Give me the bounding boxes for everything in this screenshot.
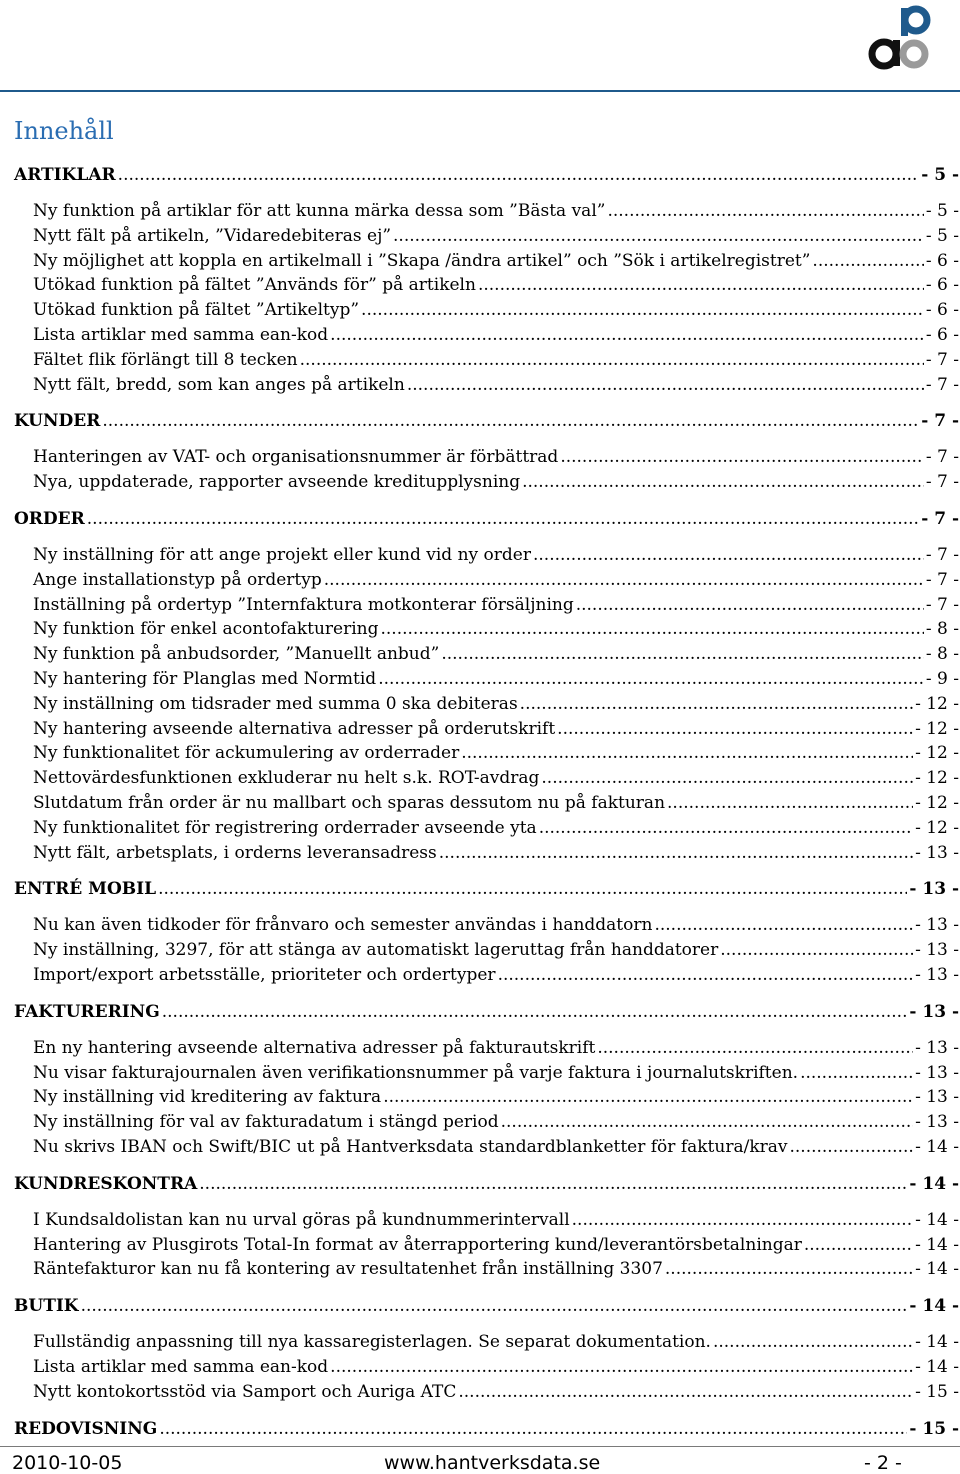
toc-page-number: - 7 -: [925, 569, 959, 590]
toc-section-title: ARTIKLAR: [14, 165, 116, 185]
toc-section-kundreskontra[interactable]: [14, 1173, 959, 1195]
toc-page-number: - 13 -: [915, 1037, 959, 1058]
toc-leader-dots: [533, 544, 924, 566]
toc-leader-dots: [102, 410, 919, 432]
toc-page-number: - 13 -: [915, 1112, 959, 1133]
toc-leader-dots: [330, 1356, 913, 1378]
toc-page-number: - 5 -: [921, 165, 959, 185]
toc-page-number: - 7 -: [921, 411, 959, 432]
toc-section-artiklar[interactable]: [14, 164, 959, 186]
toc-section-order[interactable]: [14, 508, 959, 530]
toc-page-number: - 15 -: [909, 1418, 959, 1439]
toc-section-butik[interactable]: [14, 1295, 959, 1317]
toc-leader-dots: [87, 508, 919, 530]
toc-entry[interactable]: [33, 544, 959, 566]
toc-entry[interactable]: [33, 225, 959, 247]
toc-entry[interactable]: [33, 767, 959, 789]
toc-entry[interactable]: [33, 250, 959, 272]
toc-entry[interactable]: [33, 200, 959, 222]
toc-leader-dots: [576, 594, 924, 616]
toc-leader-dots: [162, 1001, 908, 1023]
toc-section-kunder[interactable]: [14, 410, 959, 432]
toc-entry-title: En ny hantering avseende alternativa adresser på fakturautskrift: [33, 1037, 596, 1058]
toc-page-number: - 7 -: [925, 472, 959, 493]
toc-leader-dots: [158, 878, 907, 900]
toc-page-number: - 13 -: [915, 1062, 959, 1083]
toc-entry[interactable]: [33, 471, 959, 493]
toc-page-number: - 13 -: [915, 915, 959, 936]
toc-entry-title: Ny funktionalitet för ackumulering av orderrader: [33, 743, 460, 764]
toc-leader-dots: [383, 1086, 913, 1108]
toc-leader-dots: [361, 299, 924, 321]
toc-section-fakturering[interactable]: [14, 1001, 959, 1023]
toc-leader-dots: [393, 225, 924, 247]
toc-entry[interactable]: [33, 1356, 959, 1378]
toc-entry[interactable]: [33, 1234, 959, 1256]
toc-leader-dots: [789, 1136, 913, 1158]
toc-page-number: - 14 -: [909, 1173, 959, 1194]
toc-entry[interactable]: [33, 374, 959, 396]
toc-leader-dots: [597, 1037, 913, 1059]
toc-page-number: - 13 -: [909, 879, 959, 900]
toc-page-number: - 13 -: [915, 940, 959, 961]
toc-entry[interactable]: [33, 792, 959, 814]
toc-page-number: - 12 -: [915, 793, 959, 813]
toc-entry[interactable]: [33, 1136, 959, 1158]
toc-entry-title: Utökad funktion på fältet ”Används för” på artikeln: [33, 275, 476, 296]
toc-entry[interactable]: [33, 1037, 959, 1059]
toc-entry-title: Ange installationstyp på ordertyp: [33, 569, 322, 590]
toc-entry-title: Ny inställning, 3297, för att stänga av automatiskt lageruttag från handdatorer: [33, 940, 719, 961]
toc-section-title: REDOVISNING: [14, 1418, 158, 1439]
toc-entry-title: Utökad funktion på fältet ”Artikeltyp”: [33, 300, 360, 321]
toc-page-number: - 8 -: [925, 619, 959, 640]
toc-leader-dots: [522, 471, 924, 493]
page-footer: [0, 1446, 960, 1473]
toc-page-number: - 12 -: [915, 743, 959, 764]
toc-page-number: - 6 -: [925, 275, 959, 296]
toc-page-number: - 5 -: [925, 225, 959, 246]
toc-page-number: - 14 -: [915, 1234, 959, 1255]
toc-page-number: - 5 -: [925, 201, 959, 221]
toc-leader-dots: [330, 324, 924, 346]
toc-leader-dots: [407, 374, 924, 396]
toc-leader-dots: [560, 446, 924, 468]
toc-page-number: - 14 -: [915, 1137, 959, 1157]
toc-entry[interactable]: [33, 594, 959, 616]
toc-entry[interactable]: [33, 274, 959, 296]
toc-page-number: - 14 -: [915, 1357, 959, 1377]
toc-section-title: ORDER: [14, 509, 85, 529]
toc-page-number: - 13 -: [915, 965, 959, 985]
toc-entry[interactable]: [33, 1331, 959, 1353]
toc-page-number: - 12 -: [915, 768, 959, 789]
toc-leader-dots: [159, 1418, 907, 1440]
toc-page-number: - 12 -: [915, 693, 959, 714]
toc-entry-title: Nettovärdesfunktionen exkluderar nu helt s.k. ROT-avdrag: [33, 768, 540, 789]
toc-leader-dots: [713, 1331, 913, 1353]
toc-leader-dots: [572, 1209, 913, 1231]
toc-entry-title: Lista artiklar med samma ean-kod: [33, 325, 329, 345]
toc-entry[interactable]: [33, 939, 959, 961]
toc-heading: Innehåll: [14, 117, 114, 145]
toc-section-title: BUTIK: [14, 1296, 79, 1317]
toc-leader-dots: [324, 569, 924, 591]
toc-leader-dots: [720, 939, 913, 961]
toc-entry[interactable]: [33, 569, 959, 591]
toc-section-title: FAKTURERING: [14, 1001, 160, 1022]
toc-leader-dots: [812, 250, 923, 272]
toc-entry[interactable]: [33, 643, 959, 665]
toc-leader-dots: [541, 767, 913, 789]
toc-entry-title: Ny hantering för Planglas med Normtid: [33, 669, 377, 689]
toc-entry-title: Nytt kontokortsstöd via Samport och Auriga ATC: [33, 1381, 457, 1402]
toc-entry[interactable]: [33, 742, 959, 764]
toc-entry-title: Fältet flik förlängt till 8 tecken: [33, 349, 298, 370]
toc-leader-dots: [461, 742, 913, 764]
toc-page-number: - 7 -: [925, 349, 959, 370]
toc-leader-dots: [557, 718, 913, 740]
toc-section-title: KUNDRESKONTRA: [14, 1173, 198, 1194]
toc-entry[interactable]: [33, 349, 959, 371]
toc-leader-dots: [501, 1111, 913, 1133]
toc-entry[interactable]: [33, 718, 959, 740]
toc-page-number: - 6 -: [925, 250, 959, 271]
toc-entry[interactable]: [33, 693, 959, 715]
toc-page-number: - 14 -: [909, 1296, 959, 1317]
toc-leader-dots: [539, 817, 913, 839]
toc-entry-title: Nu visar fakturajournalen även verifikationsnummer på varje faktura i journalutskriften.: [33, 1062, 799, 1083]
toc-entry-title: Nu skrivs IBAN och Swift/BIC ut på Hantverksdata standardblanketter för faktura/krav: [33, 1137, 788, 1157]
toc-entry[interactable]: [33, 618, 959, 640]
toc-entry[interactable]: [33, 1111, 959, 1133]
toc-entry[interactable]: [33, 1209, 959, 1231]
toc-section-redovisning[interactable]: [14, 1418, 959, 1440]
toc-page-number: - 13 -: [915, 842, 959, 863]
toc-entry-title: Nu kan även tidkoder för frånvaro och semester användas i handdatorn: [33, 915, 653, 936]
toc-leader-dots: [665, 1258, 913, 1280]
toc-page-number: - 9 -: [925, 669, 959, 689]
toc-entry-title: Räntefakturor kan nu få kontering av resultatenhet från inställning 3307: [33, 1259, 663, 1280]
toc-section-entré-mobil[interactable]: [14, 878, 959, 900]
toc-entry-title: Ny inställning för att ange projekt eller kund vid ny order: [33, 545, 531, 565]
toc-entry[interactable]: [33, 817, 959, 839]
toc-leader-dots: [607, 200, 923, 222]
toc-page-number: - 14 -: [915, 1259, 959, 1280]
toc-section-title: KUNDER: [14, 411, 101, 432]
toc-leader-dots: [378, 668, 924, 690]
toc-entry[interactable]: [33, 964, 959, 986]
toc-page-number: - 7 -: [925, 447, 959, 468]
toc-entry-title: Hantering av Plusgirots Total-In format av återrapportering kund/leverantörsbetalningar: [33, 1234, 802, 1255]
toc-leader-dots: [199, 1173, 907, 1195]
toc-page-number: - 7 -: [925, 374, 959, 395]
toc-entry[interactable]: [33, 914, 959, 936]
toc-entry-title: Inställning på ordertyp ”Internfaktura motkonterar försäljning: [33, 594, 574, 615]
toc-section-title: ENTRÉ MOBIL: [14, 879, 157, 900]
toc-entry-title: Nytt fält, bredd, som kan anges på artikeln: [33, 374, 405, 395]
toc-leader-dots: [478, 274, 924, 296]
toc-leader-dots: [439, 842, 913, 864]
toc-entry[interactable]: [33, 1062, 959, 1084]
toc-entry-title: Fullständig anpassning till nya kassaregisterlagen. Se separat dokumentation.: [33, 1332, 711, 1353]
footer-date: 2010-10-05: [12, 1452, 123, 1474]
toc-entry-title: Ny inställning om tidsrader med summa 0 ska debiteras: [33, 693, 518, 714]
toc-entry-title: Ny inställning för val av fakturadatum i stängd period: [33, 1112, 499, 1133]
toc-page-number: - 7 -: [925, 545, 959, 565]
toc-page-number: - 13 -: [915, 1087, 959, 1108]
toc-entry[interactable]: [33, 668, 959, 690]
toc-page-number: - 6 -: [925, 300, 959, 321]
toc-entry-title: I Kundsaldolistan kan nu urval göras på kundnummerintervall: [33, 1209, 570, 1230]
toc-page-number: - 14 -: [915, 1209, 959, 1230]
toc-entry-title: Ny inställning vid kreditering av faktura: [33, 1087, 382, 1108]
toc-page-number: - 14 -: [915, 1332, 959, 1353]
toc-page-number: - 6 -: [925, 325, 959, 345]
toc-page-number: - 15 -: [915, 1381, 959, 1402]
toc-entry-title: Ny funktionalitet för registrering orderrader avseende yta: [33, 817, 537, 838]
toc-entry[interactable]: [33, 446, 959, 468]
toc-entry[interactable]: [33, 1381, 959, 1403]
toc-leader-dots: [81, 1295, 908, 1317]
toc-entry-title: Lista artiklar med samma ean-kod: [33, 1357, 329, 1377]
toc-page-number: - 7 -: [925, 594, 959, 615]
toc-entry-title: Nytt fält, arbetsplats, i orderns leveransadress: [33, 842, 437, 863]
toc-entry-title: Hanteringen av VAT- och organisationsnummer är förbättrad: [33, 447, 559, 468]
toc-entry[interactable]: [33, 324, 959, 346]
toc-leader-dots: [667, 792, 913, 814]
toc-entry-title: Ny funktion på anbudsorder, ”Manuellt anbud”: [33, 644, 440, 665]
toc-entry-title: Nytt fält på artikeln, ”Vidaredebiteras ej”: [33, 225, 392, 246]
toc-entry[interactable]: [33, 299, 959, 321]
toc-leader-dots: [800, 1062, 913, 1084]
toc-leader-dots: [498, 964, 914, 986]
toc-leader-dots: [381, 618, 924, 640]
toc-leader-dots: [520, 693, 913, 715]
toc-entry-title: Ny funktion på artiklar för att kunna märka dessa som ”Bästa val”: [33, 201, 606, 221]
toc-entry[interactable]: [33, 1258, 959, 1280]
toc-page-number: - 7 -: [921, 509, 959, 529]
toc-entry-title: Ny hantering avseende alternativa adresser på orderutskrift: [33, 718, 556, 739]
toc-entry[interactable]: [33, 1086, 959, 1108]
toc-entry-title: Import/export arbetsställe, prioriteter och ordertyper: [33, 965, 496, 985]
toc-leader-dots: [458, 1381, 913, 1403]
toc-entry-title: Ny funktion för enkel acontofakturering: [33, 619, 379, 640]
toc-leader-dots: [300, 349, 924, 371]
footer-page-number: - 2 -: [864, 1452, 902, 1474]
toc-entry[interactable]: [33, 842, 959, 864]
toc-leader-dots: [654, 914, 913, 936]
toc-page-number: - 8 -: [925, 644, 959, 665]
toc-entry-title: Ny möjlighet att koppla en artikelmall i ”Skapa /ändra artikel” och ”Sök i artikelregistret”: [33, 250, 811, 271]
toc-page-number: - 13 -: [909, 1001, 959, 1022]
toc-page-number: - 12 -: [915, 817, 959, 838]
toc-leader-dots: [118, 164, 920, 186]
footer-website: www.hantverksdata.se: [384, 1452, 601, 1474]
toc-entry-title: Slutdatum från order är nu mallbart och sparas dessutom nu på fakturan: [33, 793, 666, 813]
toc-page-number: - 12 -: [915, 718, 959, 739]
toc-leader-dots: [804, 1234, 913, 1256]
toc-leader-dots: [441, 643, 924, 665]
toc-entry-title: Nya, uppdaterade, rapporter avseende kreditupplysning: [33, 472, 521, 493]
